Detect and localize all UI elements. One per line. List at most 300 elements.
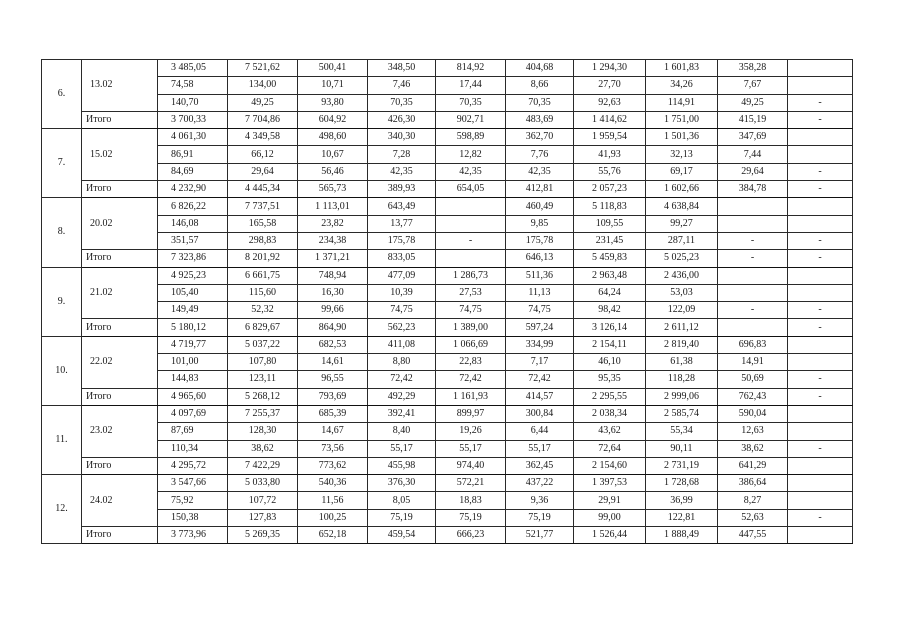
total-value-cell: 492,29 [368,388,436,405]
table-row [42,60,853,77]
value-cell: 74,75 [436,302,506,319]
value-cell: 4 097,69 [158,405,228,422]
value-cell: 10,67 [298,146,368,163]
value-cell: 682,53 [298,336,368,353]
value-cell: 5 033,80 [228,475,298,492]
total-label-cell: Итого [82,388,158,405]
total-value-cell: 1 161,93 [436,388,506,405]
value-cell: 38,62 [228,440,298,457]
value-cell: 72,42 [506,371,574,388]
value-cell: 1 728,68 [646,475,718,492]
value-cell: 52,63 [718,509,788,526]
total-value-cell: 4 445,34 [228,181,298,198]
value-cell [788,354,853,371]
total-value-cell: 521,77 [506,527,574,544]
row-number-cell: 6. [42,60,82,129]
total-value-cell: 1 526,44 [574,527,646,544]
value-cell: 572,21 [436,475,506,492]
value-cell: 376,30 [368,475,436,492]
table-row [42,146,853,163]
value-cell: 298,83 [228,232,298,249]
value-cell [788,492,853,509]
value-cell: 41,93 [574,146,646,163]
table-row [42,267,853,284]
value-cell: 696,83 [718,336,788,353]
value-cell: 5 037,22 [228,336,298,353]
value-cell: 114,91 [646,94,718,111]
value-cell: 14,67 [298,423,368,440]
total-value-cell: 4 232,90 [158,181,228,198]
total-value-cell: 8 201,92 [228,250,298,267]
date-cell: 21.02 [82,267,158,319]
row-number-cell: 11. [42,405,82,474]
value-cell [788,405,853,422]
value-cell: 1 959,54 [574,129,646,146]
total-value-cell [788,527,853,544]
value-cell [718,284,788,301]
total-value-cell: 3 773,96 [158,527,228,544]
total-value-cell: 1 751,00 [646,111,718,128]
table-total-row [42,181,853,198]
value-cell: 43,62 [574,423,646,440]
value-cell: 231,45 [574,232,646,249]
value-cell: 99,00 [574,509,646,526]
total-value-cell: 565,73 [298,181,368,198]
value-cell: 500,41 [298,60,368,77]
total-value-cell: 833,05 [368,250,436,267]
value-cell: 95,35 [574,371,646,388]
value-cell: 6,44 [506,423,574,440]
value-cell: 122,09 [646,302,718,319]
total-value-cell: 864,90 [298,319,368,336]
total-value-cell: 3 700,33 [158,111,228,128]
table-row [42,475,853,492]
value-cell: 643,49 [368,198,436,215]
value-cell [788,475,853,492]
value-cell: 87,69 [158,423,228,440]
table-row [42,423,853,440]
value-cell [788,60,853,77]
table-total-row [42,319,853,336]
value-cell: 61,38 [646,354,718,371]
value-cell: 234,38 [298,232,368,249]
value-cell: 175,78 [506,232,574,249]
value-cell: 72,42 [436,371,506,388]
value-cell: 127,83 [228,509,298,526]
value-cell: 3 547,66 [158,475,228,492]
value-cell: 2 963,48 [574,267,646,284]
value-cell [788,336,853,353]
total-value-cell: 5 459,83 [574,250,646,267]
total-label-cell: Итого [82,319,158,336]
value-cell: 50,69 [718,371,788,388]
value-cell: 75,19 [506,509,574,526]
total-value-cell: 2 154,60 [574,457,646,474]
total-value-cell: 604,92 [298,111,368,128]
table-row [42,371,853,388]
value-cell: 23,82 [298,215,368,232]
value-cell: 7,44 [718,146,788,163]
value-cell: - [788,232,853,249]
value-cell: 123,11 [228,371,298,388]
value-cell: 540,36 [298,475,368,492]
value-cell: 11,13 [506,284,574,301]
value-cell: 84,69 [158,163,228,180]
value-cell: 300,84 [506,405,574,422]
value-cell: 6 826,22 [158,198,228,215]
value-cell: - [788,163,853,180]
value-cell: 348,50 [368,60,436,77]
total-value-cell [718,319,788,336]
value-cell: 590,04 [718,405,788,422]
value-cell: 6 661,75 [228,267,298,284]
value-cell: 66,12 [228,146,298,163]
value-cell: 511,36 [506,267,574,284]
total-value-cell: 3 126,14 [574,319,646,336]
total-value-cell: 7 704,86 [228,111,298,128]
value-cell: - [718,302,788,319]
total-value-cell: 1 602,66 [646,181,718,198]
row-number-cell: 8. [42,198,82,267]
value-cell: 2 038,34 [574,405,646,422]
value-cell: 56,46 [298,163,368,180]
total-value-cell: 414,57 [506,388,574,405]
value-cell: 29,64 [228,163,298,180]
total-value-cell: 7 323,86 [158,250,228,267]
total-label-cell: Итого [82,457,158,474]
value-cell: 55,76 [574,163,646,180]
total-value-cell: 2 295,55 [574,388,646,405]
table-row [42,440,853,457]
value-cell: 14,91 [718,354,788,371]
date-cell: 13.02 [82,60,158,112]
value-cell: 146,08 [158,215,228,232]
value-cell: 92,63 [574,94,646,111]
total-value-cell [788,457,853,474]
value-cell: 17,44 [436,77,506,94]
value-cell: 149,49 [158,302,228,319]
value-cell: 899,97 [436,405,506,422]
value-cell: 38,62 [718,440,788,457]
value-cell: - [788,509,853,526]
value-cell: 134,00 [228,77,298,94]
value-cell [788,129,853,146]
data-table [41,59,853,544]
row-number-cell: 10. [42,336,82,405]
table-total-row [42,250,853,267]
value-cell: 42,35 [506,163,574,180]
value-cell: 101,00 [158,354,228,371]
value-cell: 70,35 [436,94,506,111]
value-cell: 64,24 [574,284,646,301]
value-cell [788,284,853,301]
value-cell: 53,03 [646,284,718,301]
value-cell: 99,27 [646,215,718,232]
table-row [42,336,853,353]
value-cell: 42,35 [436,163,506,180]
value-cell: 386,64 [718,475,788,492]
value-cell: 9,36 [506,492,574,509]
value-cell: - [788,94,853,111]
total-value-cell: - [788,319,853,336]
value-cell: 74,75 [506,302,574,319]
value-cell: 122,81 [646,509,718,526]
total-value-cell: 2 731,19 [646,457,718,474]
value-cell: 90,11 [646,440,718,457]
total-value-cell: 5 025,23 [646,250,718,267]
value-cell: 4 719,77 [158,336,228,353]
total-value-cell: 5 268,12 [228,388,298,405]
value-cell: 1 066,69 [436,336,506,353]
value-cell: 99,66 [298,302,368,319]
value-cell: 7,76 [506,146,574,163]
value-cell: 340,30 [368,129,436,146]
total-value-cell: 652,18 [298,527,368,544]
value-cell: 287,11 [646,232,718,249]
value-cell [788,267,853,284]
value-cell: 437,22 [506,475,574,492]
value-cell: 42,35 [368,163,436,180]
table-row [42,354,853,371]
value-cell: 4 638,84 [646,198,718,215]
value-cell [788,215,853,232]
total-value-cell: 6 829,67 [228,319,298,336]
value-cell [718,267,788,284]
value-cell: 7 255,37 [228,405,298,422]
value-cell: 46,10 [574,354,646,371]
value-cell: 7 737,51 [228,198,298,215]
value-cell: 55,17 [368,440,436,457]
row-number-cell: 7. [42,129,82,198]
total-value-cell: 412,81 [506,181,574,198]
table-row [42,215,853,232]
value-cell [436,215,506,232]
value-cell: 27,70 [574,77,646,94]
total-value-cell: 5 180,12 [158,319,228,336]
value-cell: 7,46 [368,77,436,94]
value-cell: 128,30 [228,423,298,440]
total-value-cell: - [718,250,788,267]
total-value-cell: 1 888,49 [646,527,718,544]
table-total-row [42,388,853,405]
value-cell: 74,58 [158,77,228,94]
value-cell: 7,17 [506,354,574,371]
value-cell: 8,40 [368,423,436,440]
total-value-cell: 483,69 [506,111,574,128]
total-label-cell: Итого [82,111,158,128]
value-cell: 86,91 [158,146,228,163]
value-cell: 404,68 [506,60,574,77]
total-value-cell: 902,71 [436,111,506,128]
total-value-cell: - [788,388,853,405]
value-cell: 29,64 [718,163,788,180]
table-row [42,302,853,319]
value-cell: 70,35 [506,94,574,111]
value-cell: 144,83 [158,371,228,388]
value-cell: 411,08 [368,336,436,353]
value-cell: 100,25 [298,509,368,526]
value-cell: 107,72 [228,492,298,509]
total-value-cell: 773,62 [298,457,368,474]
value-cell: 175,78 [368,232,436,249]
total-value-cell: 384,78 [718,181,788,198]
value-cell: 477,09 [368,267,436,284]
total-value-cell: 362,45 [506,457,574,474]
value-cell [788,146,853,163]
value-cell: 16,30 [298,284,368,301]
value-cell: 49,25 [718,94,788,111]
value-cell: 19,26 [436,423,506,440]
total-label-cell: Итого [82,250,158,267]
value-cell: 75,92 [158,492,228,509]
total-value-cell: 762,43 [718,388,788,405]
document-table-region [41,59,822,544]
value-cell: 2 154,11 [574,336,646,353]
value-cell [436,198,506,215]
table-row [42,405,853,422]
total-value-cell: - [788,111,853,128]
value-cell: 27,53 [436,284,506,301]
value-cell: 140,70 [158,94,228,111]
value-cell: - [788,440,853,457]
value-cell: 69,17 [646,163,718,180]
row-number-cell: 9. [42,267,82,336]
table-row [42,284,853,301]
value-cell: 11,56 [298,492,368,509]
value-cell: 13,77 [368,215,436,232]
value-cell: 73,56 [298,440,368,457]
value-cell: 1 397,53 [574,475,646,492]
total-value-cell: 597,24 [506,319,574,336]
value-cell: 18,83 [436,492,506,509]
value-cell: 498,60 [298,129,368,146]
table-row [42,492,853,509]
value-cell: 109,55 [574,215,646,232]
value-cell: 5 118,83 [574,198,646,215]
date-cell: 23.02 [82,405,158,457]
value-cell: 36,99 [646,492,718,509]
value-cell: 1 601,83 [646,60,718,77]
total-value-cell [436,250,506,267]
value-cell: 748,94 [298,267,368,284]
table-row [42,94,853,111]
value-cell: 2 436,00 [646,267,718,284]
total-value-cell: 4 295,72 [158,457,228,474]
value-cell: 75,19 [368,509,436,526]
total-value-cell: 974,40 [436,457,506,474]
total-value-cell: 2 057,23 [574,181,646,198]
date-cell: 20.02 [82,198,158,250]
value-cell: 55,17 [506,440,574,457]
value-cell: 49,25 [228,94,298,111]
value-cell: 9,85 [506,215,574,232]
total-value-cell: 562,23 [368,319,436,336]
total-value-cell: 2 999,06 [646,388,718,405]
value-cell: 334,99 [506,336,574,353]
value-cell: 29,91 [574,492,646,509]
value-cell [718,215,788,232]
table-total-row [42,111,853,128]
value-cell: 4 925,23 [158,267,228,284]
table-row [42,129,853,146]
value-cell [788,423,853,440]
table-row [42,163,853,180]
total-value-cell: 426,30 [368,111,436,128]
table-total-row [42,527,853,544]
value-cell: 1 294,30 [574,60,646,77]
date-cell: 24.02 [82,475,158,527]
total-label-cell: Итого [82,181,158,198]
total-value-cell: 447,55 [718,527,788,544]
value-cell: 107,80 [228,354,298,371]
value-cell: 72,42 [368,371,436,388]
total-value-cell: 666,23 [436,527,506,544]
date-cell: 15.02 [82,129,158,181]
value-cell: 358,28 [718,60,788,77]
value-cell: 7 521,62 [228,60,298,77]
value-cell: 14,61 [298,354,368,371]
value-cell: 12,82 [436,146,506,163]
row-number-cell: 12. [42,475,82,544]
table-row [42,198,853,215]
value-cell: 52,32 [228,302,298,319]
value-cell: 93,80 [298,94,368,111]
total-value-cell: 415,19 [718,111,788,128]
value-cell: 7,28 [368,146,436,163]
total-label-cell: Итого [82,527,158,544]
value-cell: 150,38 [158,509,228,526]
value-cell: 32,13 [646,146,718,163]
total-value-cell: 459,54 [368,527,436,544]
total-value-cell: 1 371,21 [298,250,368,267]
value-cell: 362,70 [506,129,574,146]
total-value-cell: 455,98 [368,457,436,474]
total-value-cell: 654,05 [436,181,506,198]
total-value-cell: - [788,181,853,198]
value-cell: 3 485,05 [158,60,228,77]
value-cell: 98,42 [574,302,646,319]
value-cell: 8,66 [506,77,574,94]
value-cell: 34,26 [646,77,718,94]
total-value-cell: 1 414,62 [574,111,646,128]
value-cell: 10,39 [368,284,436,301]
value-cell: 105,40 [158,284,228,301]
value-cell: 118,28 [646,371,718,388]
value-cell: 7,67 [718,77,788,94]
value-cell: 165,58 [228,215,298,232]
total-value-cell: 4 965,60 [158,388,228,405]
value-cell: 74,75 [368,302,436,319]
total-value-cell: 1 389,00 [436,319,506,336]
total-value-cell: 646,13 [506,250,574,267]
value-cell: 347,69 [718,129,788,146]
value-cell: 598,89 [436,129,506,146]
value-cell: 75,19 [436,509,506,526]
value-cell: 1 113,01 [298,198,368,215]
table-row [42,509,853,526]
value-cell: 110,34 [158,440,228,457]
value-cell: - [788,371,853,388]
value-cell: 351,57 [158,232,228,249]
value-cell: 8,80 [368,354,436,371]
total-value-cell: 641,29 [718,457,788,474]
value-cell: 10,71 [298,77,368,94]
value-cell: 96,55 [298,371,368,388]
value-cell: 4 349,58 [228,129,298,146]
table-row [42,77,853,94]
value-cell [718,198,788,215]
value-cell: - [718,232,788,249]
